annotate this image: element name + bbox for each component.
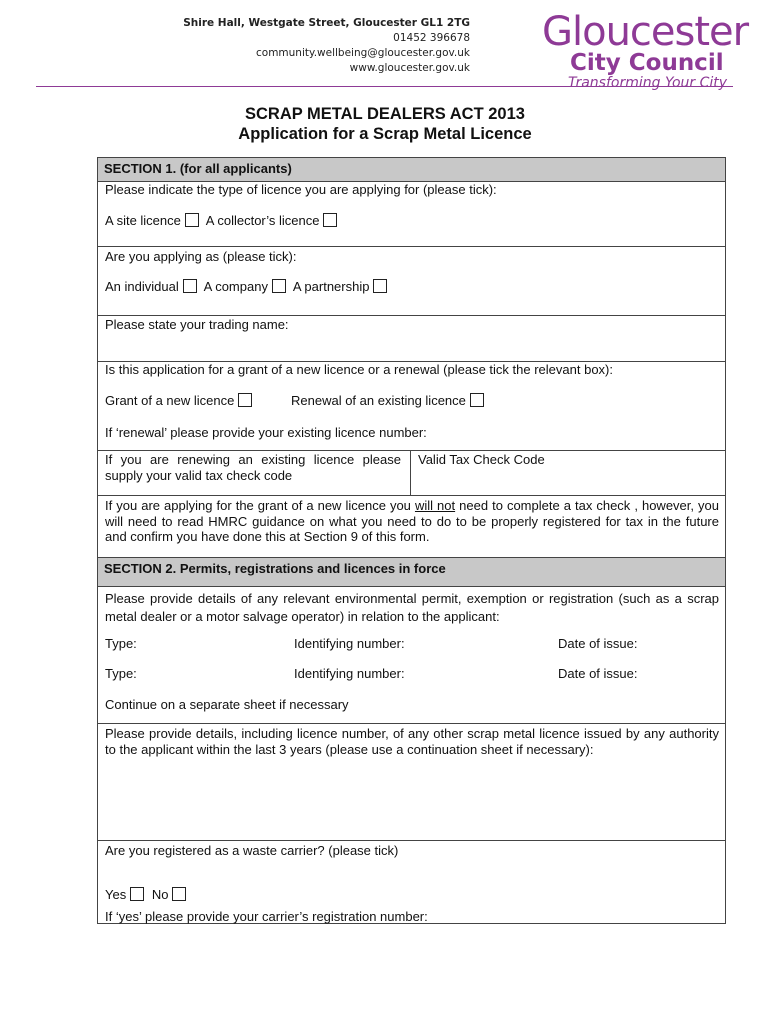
- company-checkbox[interactable]: [272, 279, 286, 293]
- council-address: [183, 16, 470, 76]
- grant-tax-note: [105, 498, 719, 545]
- renewal-number-label: If ‘renewal’ please provide your existing licence number:: [105, 425, 427, 440]
- tax-check-code-field[interactable]: [416, 469, 716, 493]
- row-divider: [98, 495, 725, 496]
- permits-question: Please provide details of any relevant environmental permit, exemption or registration (such as a scrap metal dealer or a motor salvage operator) in relation to the applicant:: [105, 591, 719, 624]
- type-label: Type:: [105, 636, 137, 651]
- trading-name-field[interactable]: [105, 334, 705, 358]
- licence-type-options: [105, 213, 341, 228]
- renewal-option: [291, 393, 488, 408]
- other-licence-details-field[interactable]: [105, 762, 719, 838]
- continue-note: Continue on a separate sheet if necessary: [105, 697, 349, 712]
- individual-label: An individual: [105, 279, 179, 294]
- no-label: No: [151, 887, 169, 902]
- no-checkbox[interactable]: [172, 887, 186, 901]
- waste-carrier-options: [105, 887, 190, 902]
- tax-check-code-label: Valid Tax Check Code: [418, 452, 545, 467]
- carrier-number-label: If ‘yes’ please provide your carrier’s registration number:: [105, 909, 428, 924]
- date-of-issue-label: Date of issue:: [558, 666, 638, 681]
- row-divider: [98, 450, 725, 451]
- application-form: [97, 157, 726, 924]
- page-subtitle: Application for a Scrap Metal Licence: [238, 125, 532, 143]
- address-line: Shire Hall, Westgate Street, Gloucester GL1 2TG: [183, 17, 470, 29]
- site-licence-checkbox[interactable]: [185, 213, 199, 227]
- type-label: Type:: [105, 666, 137, 681]
- page-title: SCRAP METAL DEALERS ACT 2013: [245, 105, 525, 123]
- tax-check-instruction: If you are renewing an existing licence please supply your valid tax check code: [105, 452, 401, 483]
- phone-number: 01452 396678: [393, 32, 470, 44]
- section-1-heading: SECTION 1. (for all applicants): [98, 158, 725, 182]
- logo-tagline: Transforming Your City: [568, 75, 728, 91]
- row-divider: [98, 315, 725, 316]
- row-divider: [98, 246, 725, 247]
- collector-licence-label: A collector’s licence: [205, 213, 320, 228]
- header-divider: [36, 86, 733, 87]
- partnership-checkbox[interactable]: [373, 279, 387, 293]
- identifying-number-label: Identifying number:: [294, 636, 405, 651]
- new-or-renewal-question: Is this application for a grant of a new licence or a renewal (please tick the relevant box):: [105, 362, 613, 377]
- identifying-number-label: Identifying number:: [294, 666, 405, 681]
- column-divider: [410, 450, 411, 495]
- grant-note-emphasis: will not: [414, 498, 456, 513]
- date-of-issue-label: Date of issue:: [558, 636, 638, 651]
- renewal-checkbox[interactable]: [470, 393, 484, 407]
- row-divider: [98, 723, 725, 724]
- website: www.gloucester.gov.uk: [349, 62, 470, 74]
- applicant-type-options: [105, 279, 391, 294]
- collector-licence-checkbox[interactable]: [323, 213, 337, 227]
- renewal-label: Renewal of an existing licence: [291, 393, 466, 408]
- company-label: A company: [203, 279, 268, 294]
- grant-note-part2: need to complete a tax check , however, you will need to read HMRC guidance on what you need to do to be properly registered for tax in the future and confirm you have done this at Section 9 of this form.: [105, 498, 719, 544]
- grant-new-option: [105, 393, 256, 408]
- grant-new-label: Grant of a new licence: [105, 393, 235, 408]
- yes-label: Yes: [105, 887, 127, 902]
- email-address: community.wellbeing@gloucester.gov.uk: [256, 47, 470, 59]
- other-licence-question: Please provide details, including licence number, of any other scrap metal licence issued by any authority to the applicant within the last 3 years (please use a continuation sheet if necessary):: [105, 726, 719, 757]
- grant-note-part1: If you are applying for the grant of a new licence you: [105, 498, 415, 513]
- licence-type-question: Please indicate the type of licence you are applying for (please tick):: [105, 182, 497, 197]
- grant-new-checkbox[interactable]: [238, 393, 252, 407]
- site-licence-label: A site licence: [105, 213, 181, 228]
- logo-name: Gloucester: [542, 9, 749, 55]
- row-divider: [98, 840, 725, 841]
- trading-name-label: Please state your trading name:: [105, 317, 289, 332]
- partnership-label: A partnership: [292, 279, 370, 294]
- yes-checkbox[interactable]: [130, 887, 144, 901]
- logo-sub: City Council: [570, 50, 724, 76]
- waste-carrier-question: Are you registered as a waste carrier? (please tick): [105, 843, 399, 858]
- council-logo: [542, 9, 749, 92]
- individual-checkbox[interactable]: [183, 279, 197, 293]
- section-2-heading: SECTION 2. Permits, registrations and licences in force: [98, 557, 725, 587]
- applying-as-question: Are you applying as (please tick):: [105, 249, 297, 264]
